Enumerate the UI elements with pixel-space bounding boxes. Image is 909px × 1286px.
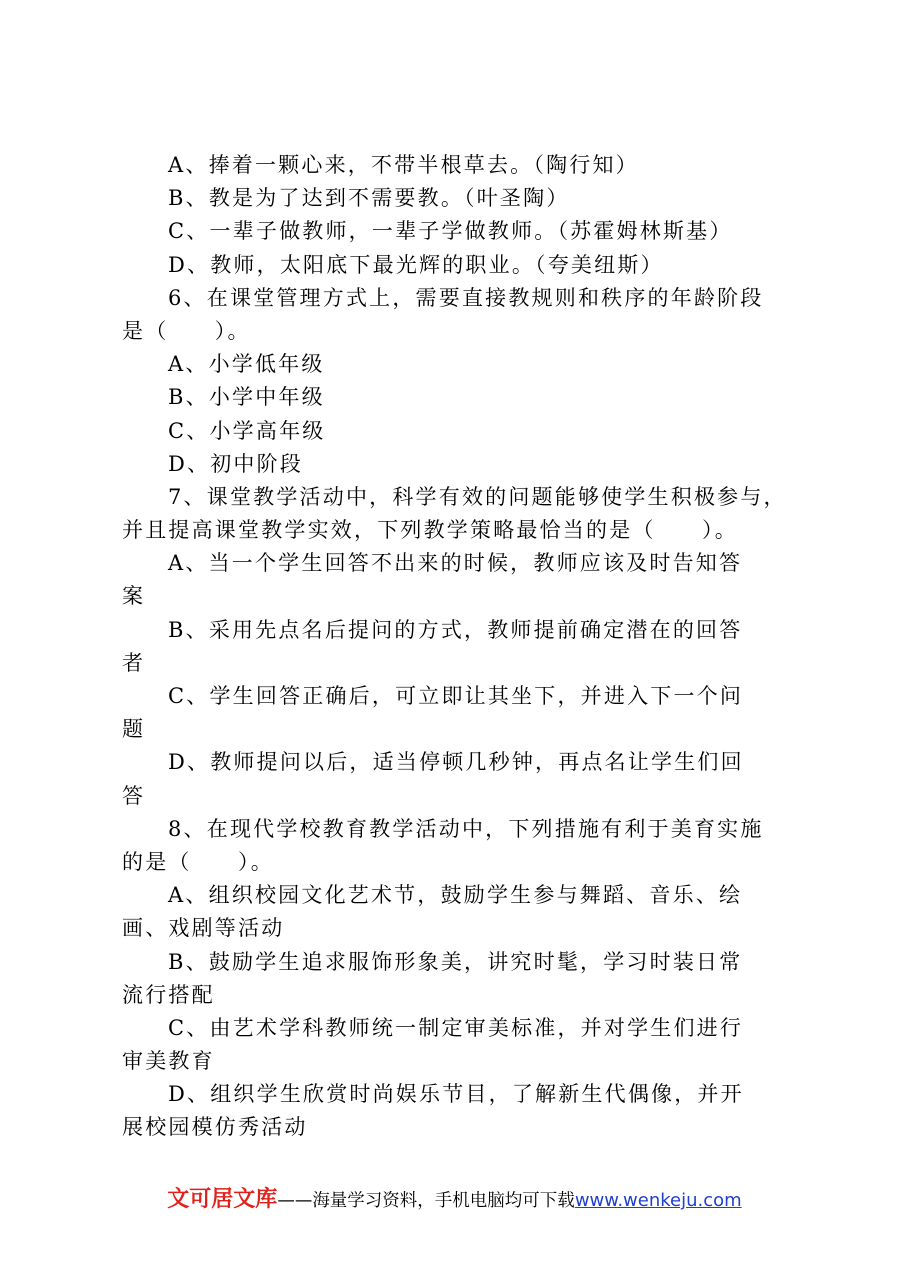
text-line: 的是（ ）。 <box>122 849 274 874</box>
document-body <box>122 149 800 1145</box>
text-line: C、学生回答正确后，可立即让其坐下，并进入下一个问 <box>168 684 744 708</box>
text-line: B、采用先点名后提问的方式，教师提前确定潜在的回答 <box>168 617 743 642</box>
text-line: B、教是为了达到不需要教。（叶圣陶） <box>168 186 570 211</box>
text-line: 流行搭配 <box>122 982 215 1007</box>
text-line: 者 <box>122 650 146 675</box>
page-footer <box>0 1182 909 1213</box>
brand-name: 文可居文库 <box>167 1187 278 1212</box>
text-line: A、捧着一颗心来，不带半根草去。（陶行知） <box>168 153 639 177</box>
text-line: B、鼓励学生追求服饰形象美，讲究时髦，学习时装日常 <box>168 949 743 974</box>
text-line: 7、课堂教学活动中，科学有效的问题能够使学生积极参与， <box>168 484 787 509</box>
text-line: 并且提高课堂教学实效，下列教学策略最恰当的是（ ）。 <box>122 518 738 543</box>
text-line: D、初中阶段 <box>168 451 304 476</box>
text-line: C、一辈子做教师，一辈子学做教师。（苏霍姆林斯基） <box>168 219 733 244</box>
text-line: A、组织校园文化艺术节，鼓励学生参与舞蹈、音乐、绘 <box>168 883 743 908</box>
text-line: 画、戏剧等活动 <box>122 916 285 941</box>
text-line: C、小学高年级 <box>168 418 326 443</box>
website-link[interactable]: www.wenkeju.com <box>574 1190 742 1211</box>
footer-tagline: ——海量学习资料，手机电脑均可下载 <box>277 1191 575 1211</box>
text-line: 题 <box>122 717 146 742</box>
text-line: 审美教育 <box>122 1049 215 1074</box>
text-line: 是（ ）。 <box>122 318 251 343</box>
text-line: B、小学中年级 <box>168 385 325 410</box>
text-line: 答 <box>122 783 146 808</box>
text-line: A、小学低年级 <box>168 352 325 377</box>
text-line: 8、在现代学校教育教学活动中，下列措施有利于美育实施 <box>168 816 764 841</box>
text-line: D、组织学生欣赏时尚娱乐节目，了解新生代偶像，并开 <box>168 1082 744 1107</box>
text-line: C、由艺术学科教师统一制定审美标准，并对学生们进行 <box>168 1015 744 1040</box>
text-line: 案 <box>122 584 146 609</box>
text-line: A、当一个学生回答不出来的时候，教师应该及时告知答 <box>168 551 743 576</box>
text-line: 展校园模仿秀活动 <box>122 1115 308 1140</box>
text-line: 6、在课堂管理方式上，需要直接教规则和秩序的年龄阶段 <box>168 285 764 310</box>
text-line: D、教师，太阳底下最光辉的职业。（夸美纽斯） <box>168 252 664 277</box>
text-line: D、教师提问以后，适当停顿几秒钟，再点名让学生们回 <box>168 750 744 775</box>
